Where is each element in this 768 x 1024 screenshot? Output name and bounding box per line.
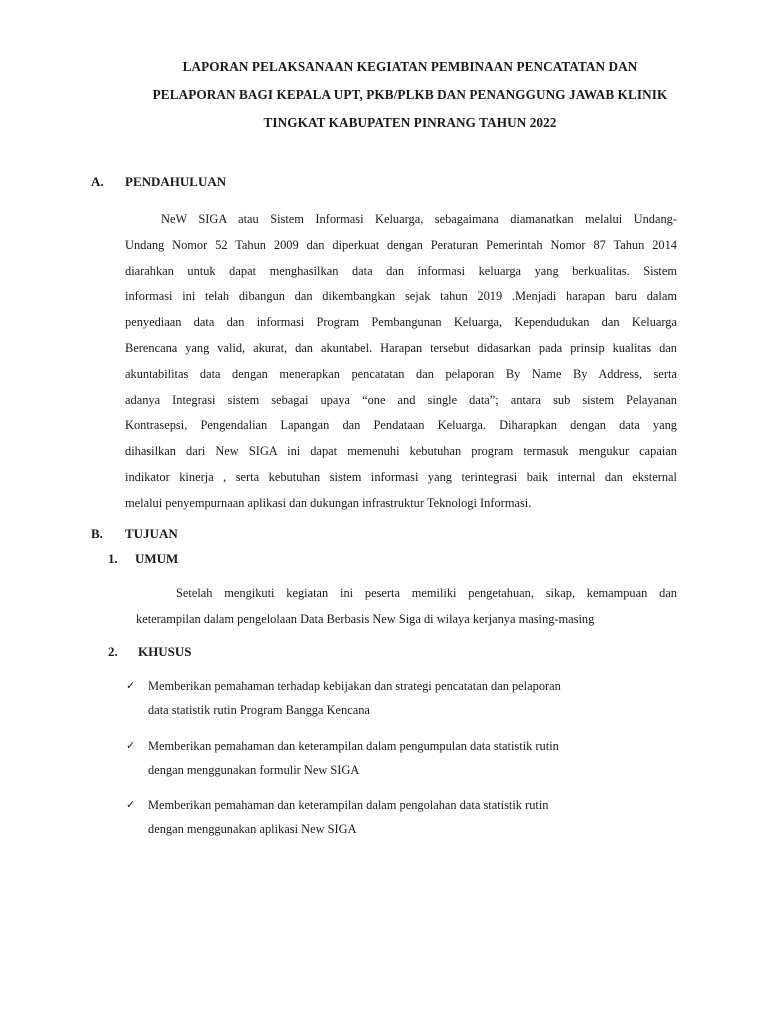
checkmark-icon: ✓ [126,739,136,752]
section-a-number: A. [91,174,104,189]
paragraph-line: Setelah mengikuti kegiatan ini peserta memiliki pengetahuan, sikap, kemampuan dan [176,586,677,600]
paragraph-line: indikator kinerja , serta kebutuhan sistem informasi yang terintegrasi baik internal dan eksternal [125,469,677,484]
list-item-line: dengan menggunakan aplikasi New SIGA [148,822,357,836]
title-line-3: TINGKAT KABUPATEN PINRANG TAHUN 2022 [263,115,557,130]
list-item-line: data statistik rutin Program Bangga Kencana [148,703,370,717]
umum-paragraph [136,581,677,633]
paragraph-line: diarahkan untuk dapat menghasilkan data dan informasi keluarga yang berkualitas. Sistem [125,263,677,278]
section-a-title: PENDAHULUAN [125,174,227,189]
paragraph-line: keterampilan dalam pengelolaan Data Berbasis New Siga di wilaya kerjanya masing-masing [136,611,595,626]
list-item-line: Memberikan pemahaman terhadap kebijakan dan strategi pencatatan dan pelaporan [148,679,561,693]
subsection-khusus-title: KHUSUS [138,644,192,659]
paragraph-line: Kontrasepsi, Pengendalian Lapangan dan Pendataan Keluarga. Diharapkan dengan data yang [125,418,677,433]
title-line-2: PELAPORAN BAGI KEPALA UPT, PKB/PLKB DAN PENANGGUNG JAWAB KLINIK [152,87,668,102]
paragraph-line: penyediaan data dan informasi Program Pembangunan Keluarga, Kependudukan dan Keluarga [125,315,677,330]
paragraph-line: melalui penyempurnaan aplikasi dan dukungan infrastruktur Teknologi Informasi. [125,495,532,510]
title-line-1: LAPORAN PELAKSANAAN KEGIATAN PEMBINAAN PENCATATAN DAN [182,59,638,74]
document-title [60,53,760,137]
checkmark-icon: ✓ [126,798,136,811]
subsection-khusus-number: 2. [108,644,118,659]
section-b-title: TUJUAN [125,526,178,541]
subsection-umum-title: UMUM [135,551,179,566]
paragraph-line: Undang Nomor 52 Tahun 2009 dan diperkuat dengan Peraturan Pemerintah Nomor 87 Tahun 2014 [125,237,677,252]
list-item-line: dengan menggunakan formulir New SIGA [148,763,360,777]
list-item-line: Memberikan pemahaman dan keterampilan dalam pengolahan data statistik rutin [148,798,549,812]
paragraph-line: Berencana yang valid, akurat, dan akuntabel. Harapan tersebut didasarkan pada prinsip kualitas dan [125,340,677,355]
section-b-number: B. [91,526,103,541]
list-item-line: Memberikan pemahaman dan keterampilan dalam pengumpulan data statistik rutin [148,739,559,753]
paragraph-line: akuntabilitas data dengan menerapkan pencatatan dan pelaporan By Name By Address, serta [125,366,677,381]
checkmark-icon: ✓ [126,679,136,692]
paragraph-line: adanya Integrasi sistem sebagai upaya “one and single data”; antara sub sistem Pelayanan [125,392,677,407]
section-a-paragraph [125,207,677,517]
paragraph-line: dihasilkan dari New SIGA ini dapat memenuhi kebutuhan program termasuk mengukur capaian [125,444,677,459]
paragraph-line: NeW SIGA atau Sistem Informasi Keluarga, sebagaimana diamanatkan melalui Undang- [161,212,677,226]
paragraph-line: informasi ini telah dibangun dan dikembangkan sejak tahun 2019 .Menjadi harapan baru dalam [125,289,677,304]
subsection-umum-number: 1. [108,551,118,566]
